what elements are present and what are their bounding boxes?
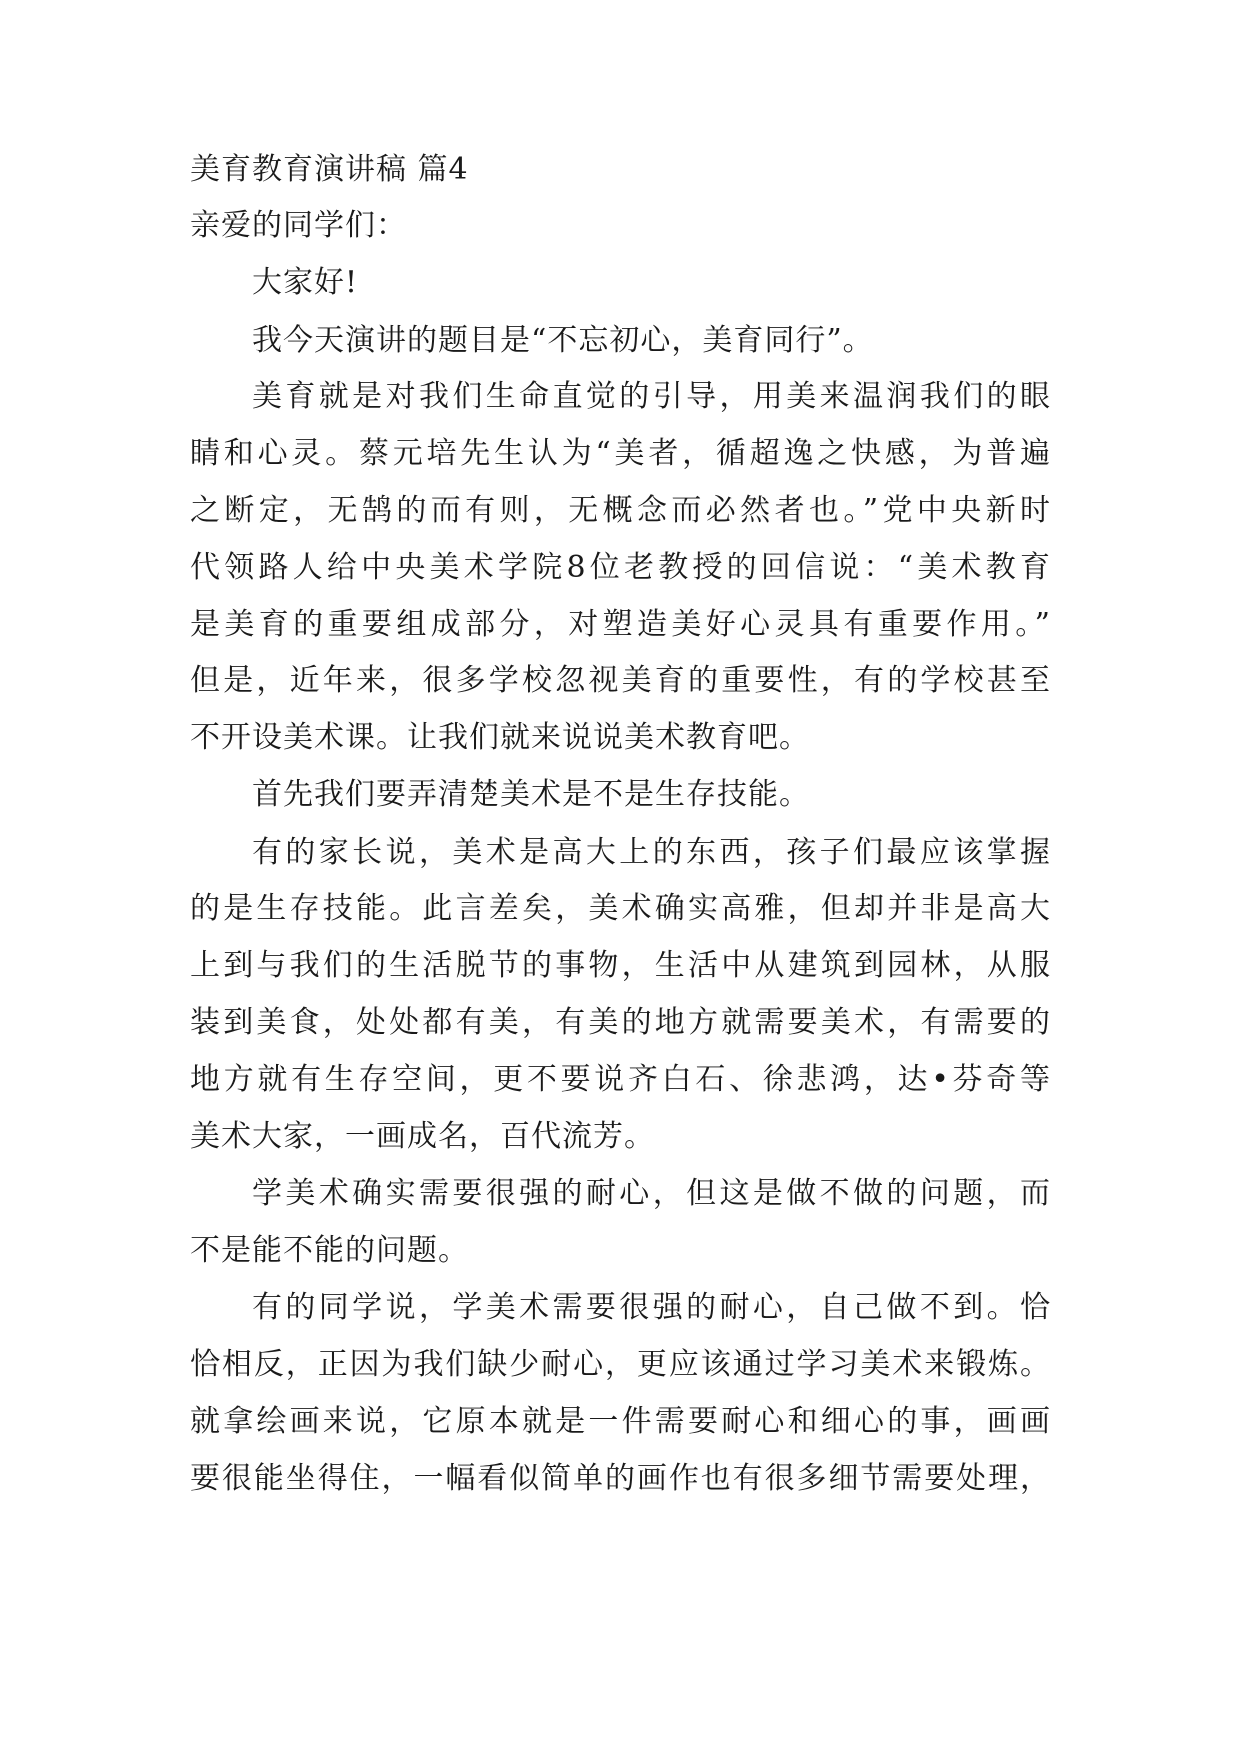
text-line: 美术大家，一画成名，百代流芳。 bbox=[190, 1119, 655, 1154]
text-line: 不开设美术课。让我们就来说说美术教育吧。 bbox=[190, 720, 810, 755]
text-line: 之断定，无鹄的而有则，无概念而必然者也。”党中央新时 bbox=[190, 493, 1050, 528]
text-line: 恰相反，正因为我们缺少耐心，更应该通过学习美术来锻炼。 bbox=[190, 1347, 1050, 1382]
text-line: 有的家长说，美术是高大上的东西，孩子们最应该掌握 bbox=[252, 835, 1050, 870]
text-line: 的是生存技能。此言差矣，美术确实高雅，但却并非是高大 bbox=[190, 891, 1050, 926]
text-line: 要很能坐得住，一幅看似简单的画作也有很多细节需要处理， bbox=[190, 1461, 1050, 1496]
text-line: 睛和心灵。蔡元培先生认为“美者，循超逸之快感，为普遍 bbox=[190, 436, 1050, 471]
greeting: 大家好! bbox=[252, 265, 359, 300]
text-line: 但是，近年来，很多学校忽视美育的重要性，有的学校甚至 bbox=[190, 663, 1050, 698]
doc-title: 美育教育演讲稿 篇4 bbox=[190, 152, 469, 187]
text-line: 就拿绘画来说，它原本就是一件需要耐心和细心的事，画画 bbox=[190, 1404, 1050, 1439]
text-line: 有的同学说，学美术需要很强的耐心，自己做不到。恰 bbox=[252, 1290, 1050, 1325]
text-line: 上到与我们的生活脱节的事物，生活中从建筑到园林，从服 bbox=[190, 948, 1050, 983]
text-line: 地方就有生存空间，更不要说齐白石、徐悲鸿，达•芬奇等 bbox=[190, 1062, 1050, 1097]
text-line: 不是能不能的问题。 bbox=[190, 1233, 469, 1268]
text-line: 学美术确实需要很强的耐心，但这是做不做的问题，而 bbox=[252, 1176, 1050, 1211]
text-line: 美育就是对我们生命直觉的引导，用美来温润我们的眼 bbox=[252, 379, 1050, 414]
text-line: 首先我们要弄清楚美术是不是生存技能。 bbox=[252, 777, 810, 812]
text-line: 是美育的重要组成部分，对塑造美好心灵具有重要作用。” bbox=[190, 607, 1050, 642]
text-line: 我今天演讲的题目是“不忘初心，美育同行”。 bbox=[252, 323, 874, 358]
text-line: 装到美食，处处都有美，有美的地方就需要美术，有需要的 bbox=[190, 1005, 1050, 1040]
salutation: 亲爱的同学们： bbox=[190, 208, 407, 243]
text-line: 代领路人给中央美术学院8位老教授的回信说：“美术教育 bbox=[190, 550, 1050, 585]
